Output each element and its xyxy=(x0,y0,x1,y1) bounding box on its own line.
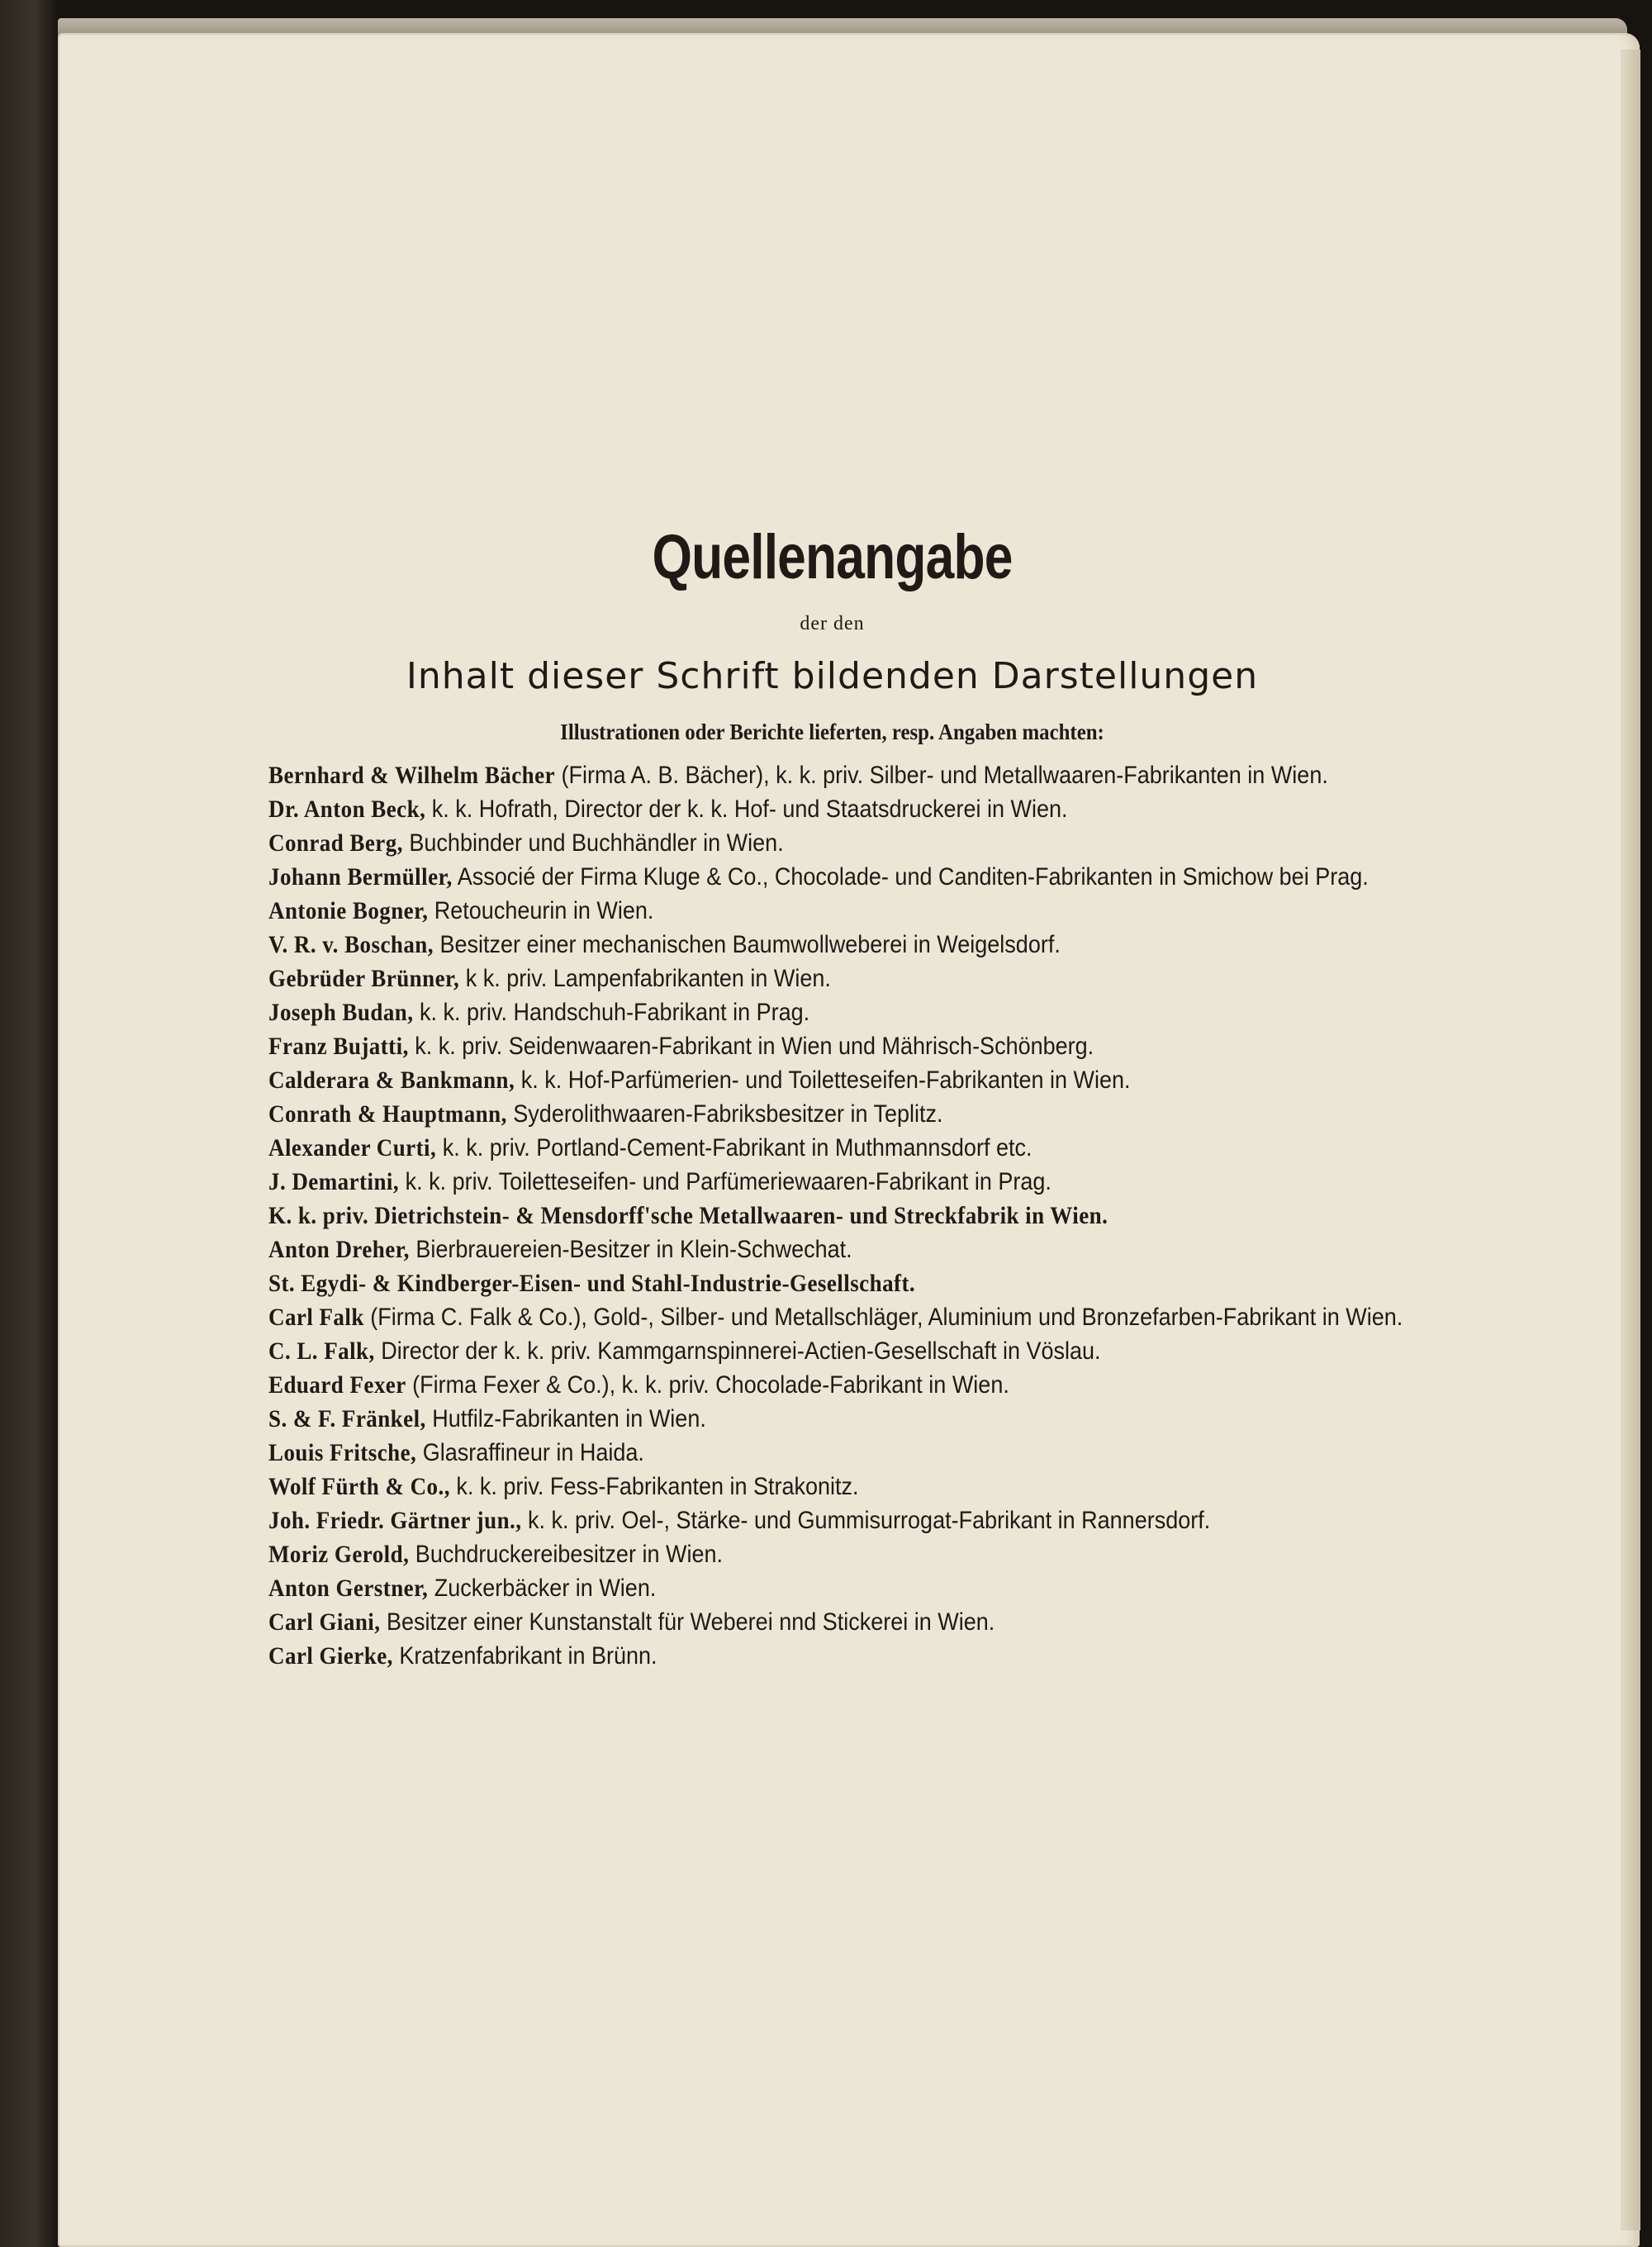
entry-description: k. k. priv. Oel-, Stärke- und Gummisurrogat-Fabrikant in Rannersdorf. xyxy=(521,1507,1211,1534)
entry-description: Associé der Firma Kluge & Co., Chocolade- und Canditen-Fabrikanten in Smichow bei Prag. xyxy=(452,863,1369,891)
page-title: Quellenangabe xyxy=(652,522,1013,592)
list-item xyxy=(268,1470,1502,1504)
entry-name: Carl Giani, xyxy=(268,1608,381,1636)
list-item xyxy=(268,826,1502,860)
entry-description: Glasraffineur in Haida. xyxy=(416,1439,644,1466)
entry-name: C. L. Falk, xyxy=(268,1337,375,1365)
list-item xyxy=(268,1063,1502,1097)
entry-description: Director der k. k. priv. Kammgarnspinnerei-Actien-Gesellschaft in Vöslau. xyxy=(374,1337,1101,1365)
list-item xyxy=(268,1571,1502,1605)
list-item xyxy=(268,1436,1502,1470)
list-item xyxy=(268,928,1502,962)
entry-name: Louis Fritsche, xyxy=(268,1439,417,1466)
entry-description: Kratzenfabrikant in Brünn. xyxy=(392,1642,657,1670)
entry-description: k. k. priv. Portland-Cement-Fabrikant in Muthmannsdorf etc. xyxy=(436,1134,1032,1162)
entry-name: Dr. Anton Beck, xyxy=(268,796,426,823)
list-item xyxy=(268,860,1502,894)
list-item xyxy=(268,995,1502,1029)
list-item xyxy=(268,1165,1502,1199)
entry-name: Bernhard & Wilhelm Bächer xyxy=(268,762,556,789)
list-item xyxy=(268,1199,1502,1233)
entry-name: Carl Falk xyxy=(268,1304,364,1331)
entry-description: (Firma A. B. Bächer), k. k. priv. Silber- und Metallwaaren-Fabrikanten in Wien. xyxy=(555,762,1328,789)
entry-name: Antonie Bogner, xyxy=(268,897,429,924)
entry-description: k k. priv. Lampenfabrikanten in Wien. xyxy=(459,965,831,992)
list-item xyxy=(268,1368,1502,1402)
entry-description: Buchbinder und Buchhändler in Wien. xyxy=(402,829,784,857)
book-gutter xyxy=(0,0,58,2247)
entry-description: k. k. priv. Toiletteseifen- und Parfümeriewaaren-Fabrikant in Prag. xyxy=(399,1168,1051,1195)
entry-name: Franz Bujatti, xyxy=(268,1033,409,1060)
entry-name: Gebrüder Brünner, xyxy=(268,965,460,992)
list-item xyxy=(268,1266,1502,1300)
entry-name: Joseph Budan, xyxy=(268,999,414,1026)
entry-description: k. k. priv. Fess-Fabrikanten in Strakonitz. xyxy=(449,1473,859,1500)
entry-name: Anton Dreher, xyxy=(268,1236,410,1263)
entry-name: Alexander Curti, xyxy=(268,1134,437,1162)
entry-name: Joh. Friedr. Gärtner jun., xyxy=(268,1507,522,1534)
list-item xyxy=(268,962,1502,995)
lead-line: Illustrationen oder Berichte lieferten, resp. Angaben machten: xyxy=(560,720,1104,744)
entry-description: Bierbrauereien-Besitzer in Klein-Schwechat. xyxy=(409,1236,852,1263)
entry-name: Calderara & Bankmann, xyxy=(268,1066,515,1094)
entry-name: Carl Gierke, xyxy=(268,1642,393,1670)
list-item xyxy=(268,1300,1502,1334)
subtitle-small: der den xyxy=(800,613,865,634)
entry-description: (Firma C. Falk & Co.), Gold-, Silber- und Metallschläger, Aluminium und Bronzefarben-Fabrikant in Wien. xyxy=(363,1304,1403,1331)
list-item xyxy=(268,792,1502,826)
entry-description: (Firma Fexer & Co.), k. k. priv. Chocolade-Fabrikant in Wien. xyxy=(406,1371,1009,1399)
list-item xyxy=(268,1233,1502,1266)
entry-name: Conrath & Hauptmann, xyxy=(268,1100,507,1128)
entry-description: Hutfilz-Fabrikanten in Wien. xyxy=(425,1405,706,1432)
list-item xyxy=(268,894,1502,928)
list-item xyxy=(268,758,1502,792)
entry-description: k. k. priv. Handschuh-Fabrikant in Prag. xyxy=(413,999,810,1026)
contributor-list xyxy=(268,758,1403,1673)
entry-description: k. k. priv. Seidenwaaren-Fabrikant in Wien und Mährisch-Schönberg. xyxy=(408,1033,1094,1060)
list-item xyxy=(268,1029,1502,1063)
entry-name: Wolf Fürth & Co., xyxy=(268,1473,450,1500)
entry-description: Zuckerbäcker in Wien. xyxy=(428,1575,657,1602)
entry-name: S. & F. Fränkel, xyxy=(268,1405,426,1432)
page-content xyxy=(268,520,1403,1673)
list-item xyxy=(268,1537,1502,1571)
entry-description: Buchdruckereibesitzer in Wien. xyxy=(409,1541,723,1568)
list-item xyxy=(268,1639,1502,1673)
entry-name: K. k. priv. Dietrichstein- & Mensdorff'sche Metallwaaren- und Streckfabrik in Wien. xyxy=(268,1202,1108,1229)
entry-name: J. Demartini, xyxy=(268,1168,400,1195)
list-item xyxy=(268,1131,1502,1165)
entry-description: Retoucheurin in Wien. xyxy=(428,897,654,924)
entry-name: St. Egydi- & Kindberger-Eisen- und Stahl-Industrie-Gesellschaft. xyxy=(268,1270,916,1297)
entry-name: Moriz Gerold, xyxy=(268,1541,410,1568)
entry-name: Johann Bermüller, xyxy=(268,863,453,891)
entry-description: Besitzer einer mechanischen Baumwollweberei in Weigelsdorf. xyxy=(433,931,1061,958)
entry-name: Conrad Berg, xyxy=(268,829,403,857)
entry-name: V. R. v. Boschan, xyxy=(268,931,434,958)
entry-description: Syderolithwaaren-Fabriksbesitzer in Teplitz. xyxy=(506,1100,943,1128)
list-item xyxy=(268,1334,1502,1368)
page-right-edge xyxy=(1621,50,1640,2230)
entry-name: Eduard Fexer xyxy=(268,1371,406,1399)
list-item xyxy=(268,1504,1502,1537)
list-item xyxy=(268,1605,1502,1639)
subtitle-large: Inhalt dieser Schrift bildenden Darstellungen xyxy=(406,655,1259,697)
list-item xyxy=(268,1097,1502,1131)
entry-name: Anton Gerstner, xyxy=(268,1575,429,1602)
entry-description: k. k. Hof-Parfümerien- und Toiletteseifen-Fabrikanten in Wien. xyxy=(515,1066,1131,1094)
entry-description: Besitzer einer Kunstanstalt für Weberei nnd Stickerei in Wien. xyxy=(380,1608,995,1636)
entry-description: k. k. Hofrath, Director der k. k. Hof- und Staatsdruckerei in Wien. xyxy=(425,796,1068,823)
list-item xyxy=(268,1402,1502,1436)
